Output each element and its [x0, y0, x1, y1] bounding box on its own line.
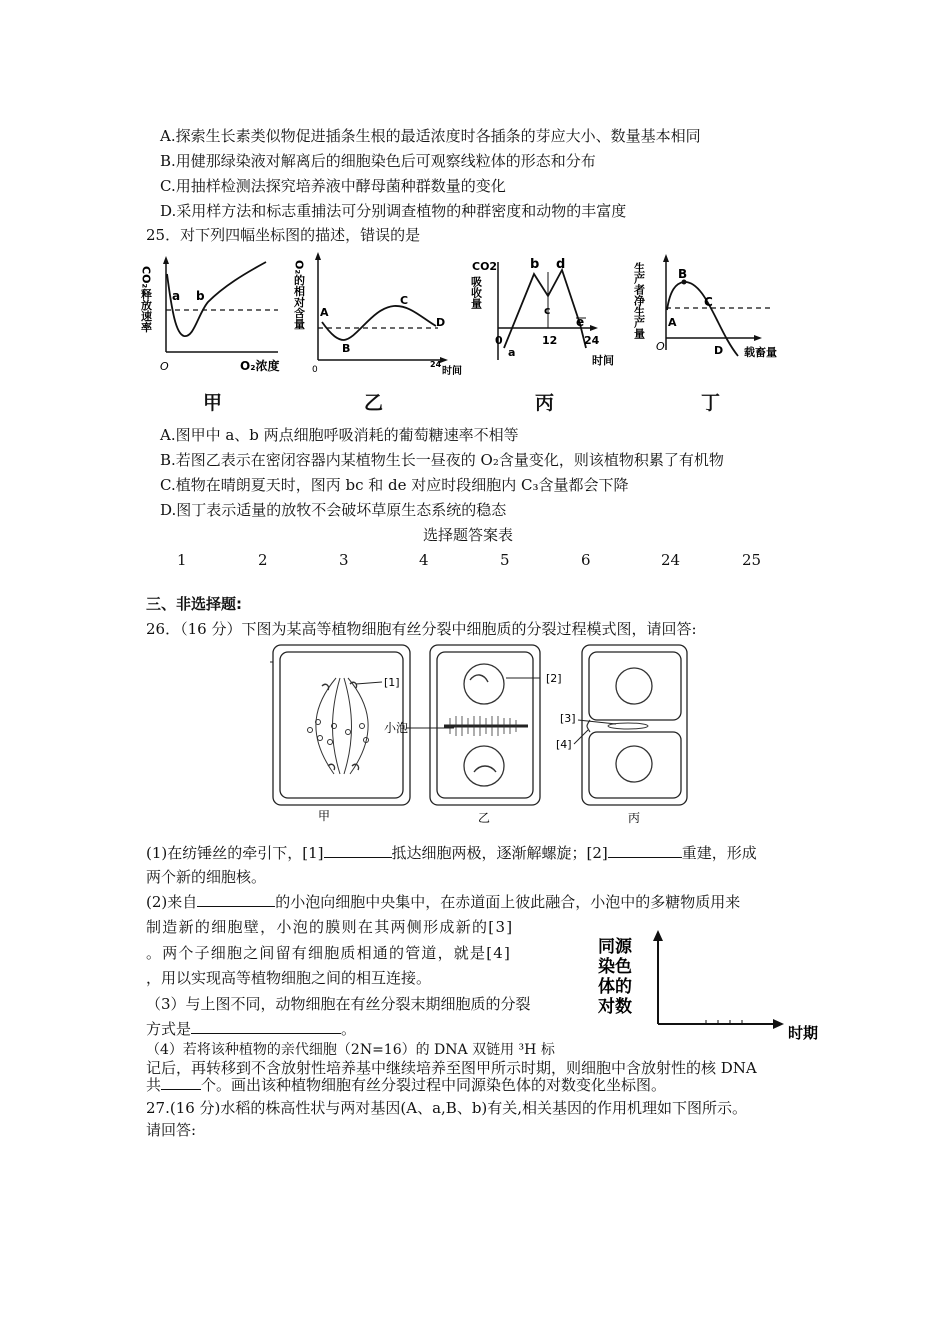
answer-number: 25 — [742, 551, 762, 569]
axis-y-line2: 染色 — [598, 957, 632, 977]
answer-number: 2 — [258, 551, 268, 569]
blank-5[interactable] — [161, 1075, 201, 1090]
q26-part2 — [146, 892, 740, 912]
graph-bing — [468, 252, 628, 372]
cell-bing — [546, 645, 687, 825]
q24-option-c: C.用抽样检测法探究培养液中酵母菌种群数量的变化 — [160, 177, 506, 195]
q26-p1c: 重建，形成 — [681, 844, 757, 862]
graph-bing-tick-12: 12 — [542, 334, 558, 347]
q25-option-c: C.植物在晴朗夏天时，图丙 bc 和 de 对应时段细胞内 C₃含量都会下降 — [160, 476, 629, 494]
graph-ding-point-b: B — [678, 267, 688, 281]
axis-x-label: 时期 — [788, 1024, 819, 1042]
q26-p4d: 个。画出该种植物细胞有丝分裂过程中同源染色体的对数变化坐标图。 — [201, 1076, 667, 1094]
q26-p2b: 的小泡向细胞中央集中，在赤道面上彼此融合，小泡中的多糖物质用来 — [275, 893, 741, 911]
graph-yi-caption: 乙 — [364, 392, 384, 414]
q26-p2a: (2)来自 — [146, 893, 198, 911]
label-yi: 乙 — [478, 811, 491, 825]
graph-yi-point-d: D — [436, 316, 446, 329]
q26-part1 — [146, 843, 757, 863]
graph-ding-ylabel: 生产者净生产量 — [632, 262, 646, 339]
q25-option-d: D.图丁表示适量的放牧不会破坏草原生态系统的稳态 — [160, 501, 507, 519]
label-jia: 甲 — [318, 809, 331, 823]
graph-yi-point-b: B — [342, 342, 351, 355]
graph-bing-ylabel-co2: CO2 — [472, 260, 498, 273]
answer-number: 3 — [339, 551, 349, 569]
graph-jia-xlabel: O₂浓度 — [240, 359, 280, 373]
graph-yi-xlabel: 时间 — [442, 366, 462, 377]
graph-bing-point-e: e — [576, 315, 585, 329]
graph-jia-origin: O — [160, 360, 169, 373]
axis-y-line3: 体的 — [598, 977, 632, 997]
axis-y-line1: 同源 — [598, 937, 632, 957]
blank-4[interactable] — [191, 1019, 341, 1034]
q26-p2d: 。两个子细胞之间留有细胞质相通的管道，就是[4] — [146, 944, 512, 962]
section-heading: 三、非选择题: — [146, 595, 242, 613]
graph-yi-point-c: C — [400, 294, 409, 307]
q26-stem: 26．（16 分）下图为某高等植物细胞有丝分裂中细胞质的分裂过程模式图，请回答: — [146, 620, 697, 638]
graph-bing-caption: 丙 — [535, 392, 555, 414]
answer-number: 24 — [661, 551, 681, 569]
q25-stem: 25．对下列四幅坐标图的描述，错误的是 — [146, 226, 421, 244]
graph-ding-point-a: A — [668, 316, 677, 329]
q26-p4a: （4）若将该种植物的亲代细胞（2N=16）的 DNA 双链用 ³H 标 — [146, 1042, 555, 1058]
q26-p1a: (1)在纺锤丝的牵引下，[1] — [146, 844, 324, 862]
q26-p3c: 。 — [341, 1020, 357, 1038]
q26-p2c: 制造新的细胞壁，小泡的膜则在其两侧形成新的[3] — [146, 918, 514, 936]
answer-number: 4 — [419, 551, 429, 569]
axis-y-line4: 对数 — [598, 997, 632, 1017]
graph-jia-point-a: a — [172, 289, 181, 303]
answer-number: 5 — [500, 551, 510, 569]
graph-bing-ylabel-rest: 吸收量 — [469, 276, 483, 309]
answer-table-title: 选择题答案表 — [423, 526, 514, 544]
graph-ding — [632, 250, 822, 375]
graph-ding-origin: O — [656, 340, 665, 353]
graph-bing-point-d: d — [556, 257, 566, 272]
graph-ding-xlabel: 载畜量 — [744, 346, 777, 359]
q26-p2e: ，用以实现高等植物细胞之间的相互连接。 — [146, 969, 432, 987]
q24-option-b: B.用健那绿染液对解离后的细胞染色后可观察线粒体的形态和分布 — [160, 152, 596, 170]
graph-yi-xmax: 24 — [430, 360, 442, 369]
cell-division-figure — [270, 642, 690, 828]
label-vesicle: 小泡 — [384, 721, 409, 735]
graph-yi-point-a: A — [320, 306, 329, 319]
graph-ding-point-c: C — [704, 295, 713, 309]
q24-option-a: A.探索生长素类似物促进插条生根的最适浓度时各插条的芽应大小、数量基本相同 — [160, 127, 701, 145]
graph-jia-ylabel: CO₂释放速率 — [140, 266, 153, 333]
q26-p4b: 记后，再转移到不含放射性培养基中继续培养至图甲所示时期，则细胞中含放射性的核 DNA — [146, 1059, 757, 1077]
q27-line2: 请回答: — [146, 1121, 197, 1139]
q26-p4c: 共 — [146, 1076, 162, 1094]
label-bing: 丙 — [628, 811, 641, 825]
q26-p3a: （3）与上图不同，动物细胞在有丝分裂末期细胞质的分裂 — [146, 995, 531, 1013]
label-1: [1] — [384, 676, 400, 689]
graph-yi-ylabel: O₂的相对含量 — [292, 260, 306, 330]
graph-bing-xlabel: 时间 — [592, 354, 614, 367]
graph-jia-point-b: b — [196, 289, 205, 303]
blank-2[interactable] — [608, 843, 682, 858]
graph-bing-point-c: c — [544, 304, 551, 317]
label-3: [3] — [560, 712, 576, 725]
q26-p3b: 方式是 — [146, 1020, 192, 1038]
q26-p1b: 抵达细胞两极，逐渐解螺旋；[2] — [391, 844, 608, 862]
graph-bing-point-a: a — [508, 346, 516, 359]
graph-bing-point-b: b — [530, 257, 540, 272]
graph-jia-caption: 甲 — [203, 392, 223, 414]
graph-yi-origin: 0 — [312, 365, 318, 375]
q26-part4c — [146, 1075, 666, 1095]
q26-part3b — [146, 1019, 356, 1039]
label-2: [2] — [546, 672, 562, 685]
answer-number: 6 — [581, 551, 591, 569]
answer-number: 1 — [177, 551, 187, 569]
graph-bing-tick-24: 24 — [584, 334, 600, 347]
graph-ding-point-d: D — [714, 344, 724, 357]
answer-axes — [594, 928, 826, 1048]
graph-bing-origin: 0 — [495, 334, 503, 347]
q26-p1d: 两个新的细胞核。 — [146, 868, 267, 886]
blank-1[interactable] — [324, 843, 392, 858]
q24-option-d: D.采用样方法和标志重捕法可分别调查植物的种群密度和动物的丰富度 — [160, 202, 627, 220]
graph-jia — [140, 252, 290, 377]
graph-ding-caption: 丁 — [701, 392, 721, 414]
label-4: [4] — [556, 738, 572, 751]
blank-3[interactable] — [197, 892, 275, 907]
q25-option-a: A.图甲中 a、b 两点细胞呼吸消耗的葡萄糖速率不相等 — [160, 426, 519, 444]
q25-option-b: B.若图乙表示在密闭容器内某植物生长一昼夜的 O₂含量变化，则该植物积累了有机物 — [160, 451, 724, 469]
q27-line1: 27.(16 分)水稻的株高性状与两对基因(A、a,B、b)有关,相关基因的作用机理如下图所示。 — [146, 1099, 748, 1117]
graph-yi — [292, 248, 470, 378]
cell-yi — [384, 645, 540, 825]
